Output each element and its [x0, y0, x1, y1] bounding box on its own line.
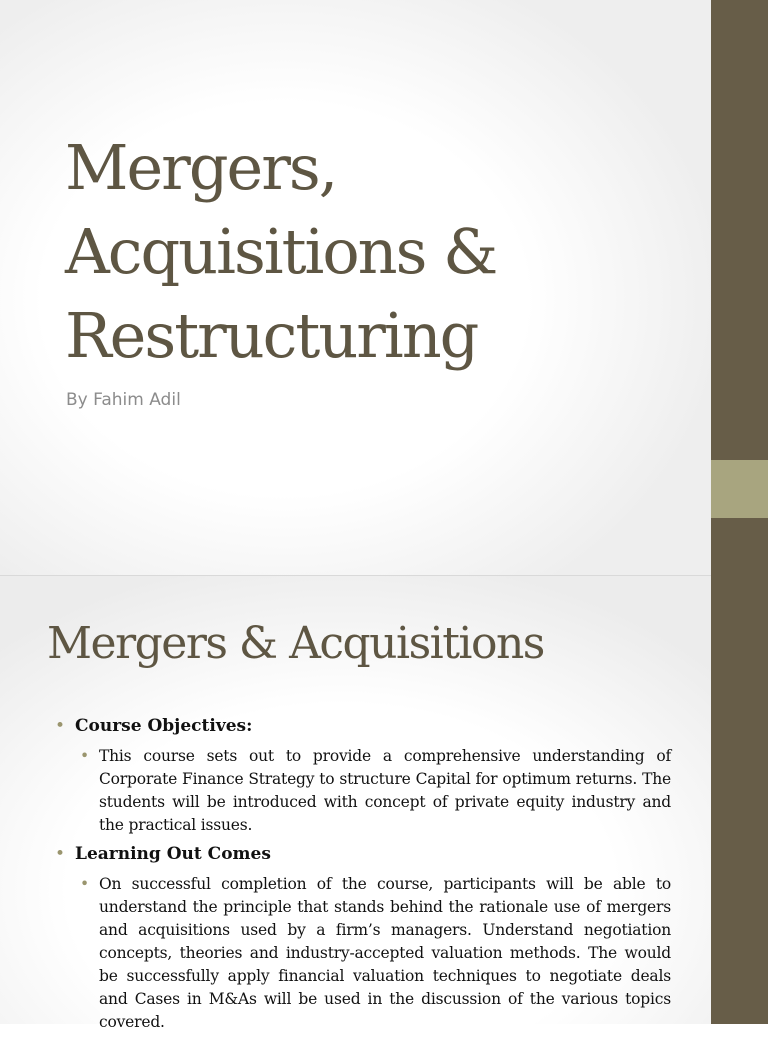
- bullet-heading: [55, 843, 671, 866]
- bullet-item-text: This course sets out to provide a comprehensive understanding of Corporate Finance Strategy to structure Capital for optimum returns. The students will be introduced with concept of private equity industry and the practical issues.: [99, 747, 671, 834]
- bullet-dot-icon: •: [80, 875, 89, 893]
- slide-title: Mergers, Acquisitions & Restructuring: [65, 131, 497, 372]
- bullet-item-text: On successful completion of the course, participants will be able to understand the principle that stands behind the rationale use of mergers and acquisitions used by a firm’s managers. Understand negotiation concepts, theories and industry-accepted valuation methods. The would be successfully apply financial valuation techniques to negotiate deals and Cases in M&As will be used in the discussion of the various topics covered.: [99, 875, 671, 1031]
- bullet-dot-icon: •: [80, 747, 89, 765]
- content-slide-body: [55, 715, 671, 1040]
- bullet-heading-label: Course Objectives:: [75, 716, 253, 736]
- bullet-item: [80, 745, 671, 837]
- bullet-dot-icon: •: [55, 844, 66, 864]
- bullet-dot-icon: •: [55, 716, 66, 736]
- slide-subtitle: By Fahim Adil: [66, 390, 181, 410]
- bullet-heading-label: Learning Out Comes: [75, 844, 271, 864]
- bullet-item: [80, 873, 671, 1034]
- bullet-heading: [55, 715, 671, 738]
- content-slide-title: Mergers & Acquisitions: [47, 618, 544, 669]
- decorative-sidebar-accent: [711, 460, 768, 518]
